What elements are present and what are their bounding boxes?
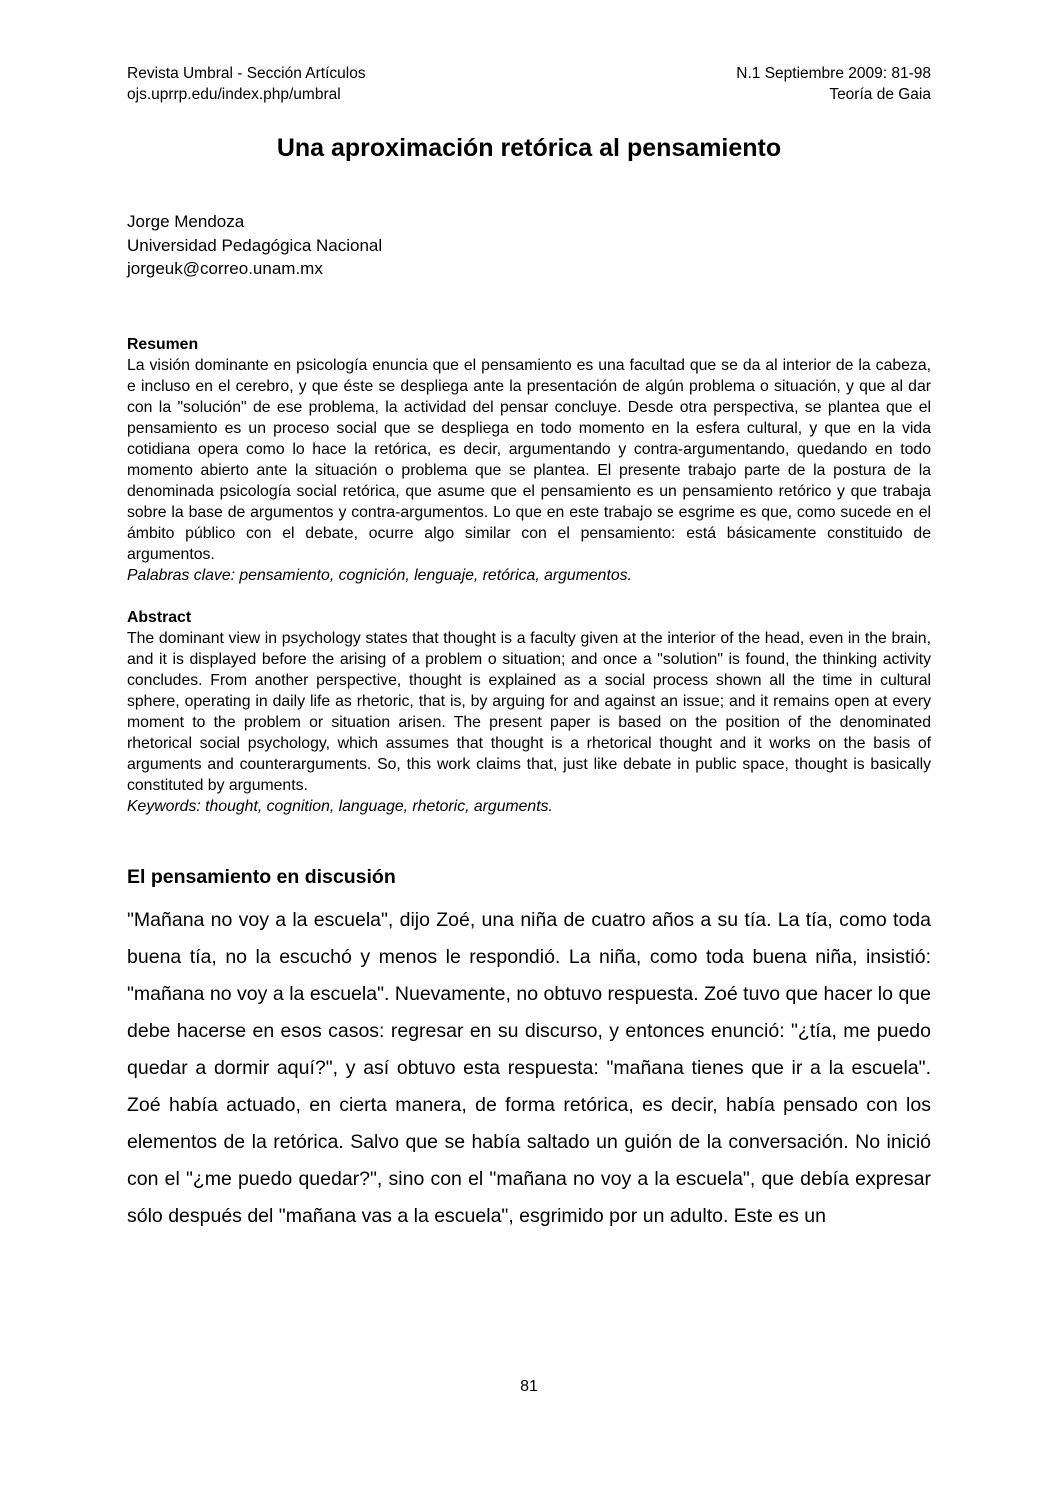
- resumen-text: La visión dominante en psicología enuncia que el pensamiento es una facultad que se da al interior de la cabeza, e incluso en el cerebro, y que éste se despliega ante la presentación de algún problema o situación, y que al dar con la "solución" de ese problema, la actividad del pensar concluye. Desde otra perspectiva, se plantea que el pensamiento es un proceso social que se despliega en todo momento en la esfera cultural, y que en la vida cotidiana opera como lo hace la retórica, es decir, argumentando y contra-argumentando, quedando en todo momento abierto ante la situación o problema que se plantea. El presente trabajo parte de la postura de la denominada psicología social retórica, que asume que el pensamiento es un pensamiento retórico y que trabaja sobre la base de argumentos y contra-argumentos. Lo que en este trabajo se esgrime es que, como sucede en el ámbito público con el debate, ocurre algo similar con el pensamiento: está básicamente constituido de argumentos.: [127, 356, 931, 563]
- journal-url: ojs.uprrp.edu/index.php/umbral: [127, 86, 341, 103]
- resumen-heading: Resumen: [127, 335, 199, 353]
- issue-theme: Teoría de Gaia: [829, 86, 931, 103]
- issue-info: N.1 Septiembre 2009: 81-98: [736, 65, 931, 82]
- header-right: [736, 63, 931, 105]
- resumen-section: [127, 334, 931, 586]
- page-header: [127, 63, 931, 105]
- section-heading: El pensamiento en discusión: [127, 865, 396, 888]
- abstract-section: [127, 607, 931, 817]
- page-number: 81: [520, 1378, 538, 1395]
- abstract-heading: Abstract: [127, 608, 192, 626]
- author-email: jorgeuk@correo.unam.mx: [127, 259, 323, 278]
- header-left: [127, 63, 366, 105]
- abstract-keywords: Keywords: thought, cognition, language, rhetoric, arguments.: [127, 797, 553, 815]
- author-block: [127, 210, 931, 281]
- abstract-text: The dominant view in psychology states that thought is a faculty given at the interior of the head, even in the brain, and it is displayed before the arising of a problem o situation; and once a "solution" is found, the thinking activity concludes. From another perspective, thought is explained as a social process shown all the time in cultural sphere, operating in daily life as rhetoric, that is, by arguing for and against an issue; and it remains open at every moment to the problem or situation arisen. The present paper is based on the position of the denominated rhetorical social psychology, which assumes that thought is a rhetorical thought and it works on the basis of arguments and counterarguments. So, this work claims that, just like debate in public space, thought is basically constituted by arguments.: [127, 629, 931, 794]
- section-paragraph: "Mañana no voy a la escuela", dijo Zoé, una niña de cuatro años a su tía. La tía, como toda buena tía, no la escuchó y menos le respondió. La niña, como toda buena niña, insistió: "mañana no voy a la escuela". Nuevamente, no obtuvo respuesta. Zoé tuvo que hacer lo que debe hacerse en esos casos: regresar en su discurso, y entonces enunció: "¿tía, me puedo quedar a dormir aquí?", y así obtuvo esta respuesta: "mañana tienes que ir a la escuela". Zoé había actuado, en cierta manera, de forma retórica, es decir, había pensado con los elementos de la retórica. Salvo que se había saltado un guión de la conversación. No inició con el "¿me puedo quedar?", sino con el "mañana no voy a la escuela", que debía expresar sólo después del "mañana vas a la escuela", esgrimido por un adulto. Este es un: [127, 908, 931, 1227]
- journal-name: Revista Umbral - Sección Artículos: [127, 65, 366, 82]
- resumen-keywords: Palabras clave: pensamiento, cognición, lenguaje, retórica, argumentos.: [127, 566, 632, 584]
- author-affiliation: Universidad Pedagógica Nacional: [127, 235, 383, 255]
- article-title: Una aproximación retórica al pensamiento: [276, 134, 782, 162]
- author-name: Jorge Mendoza: [127, 212, 245, 231]
